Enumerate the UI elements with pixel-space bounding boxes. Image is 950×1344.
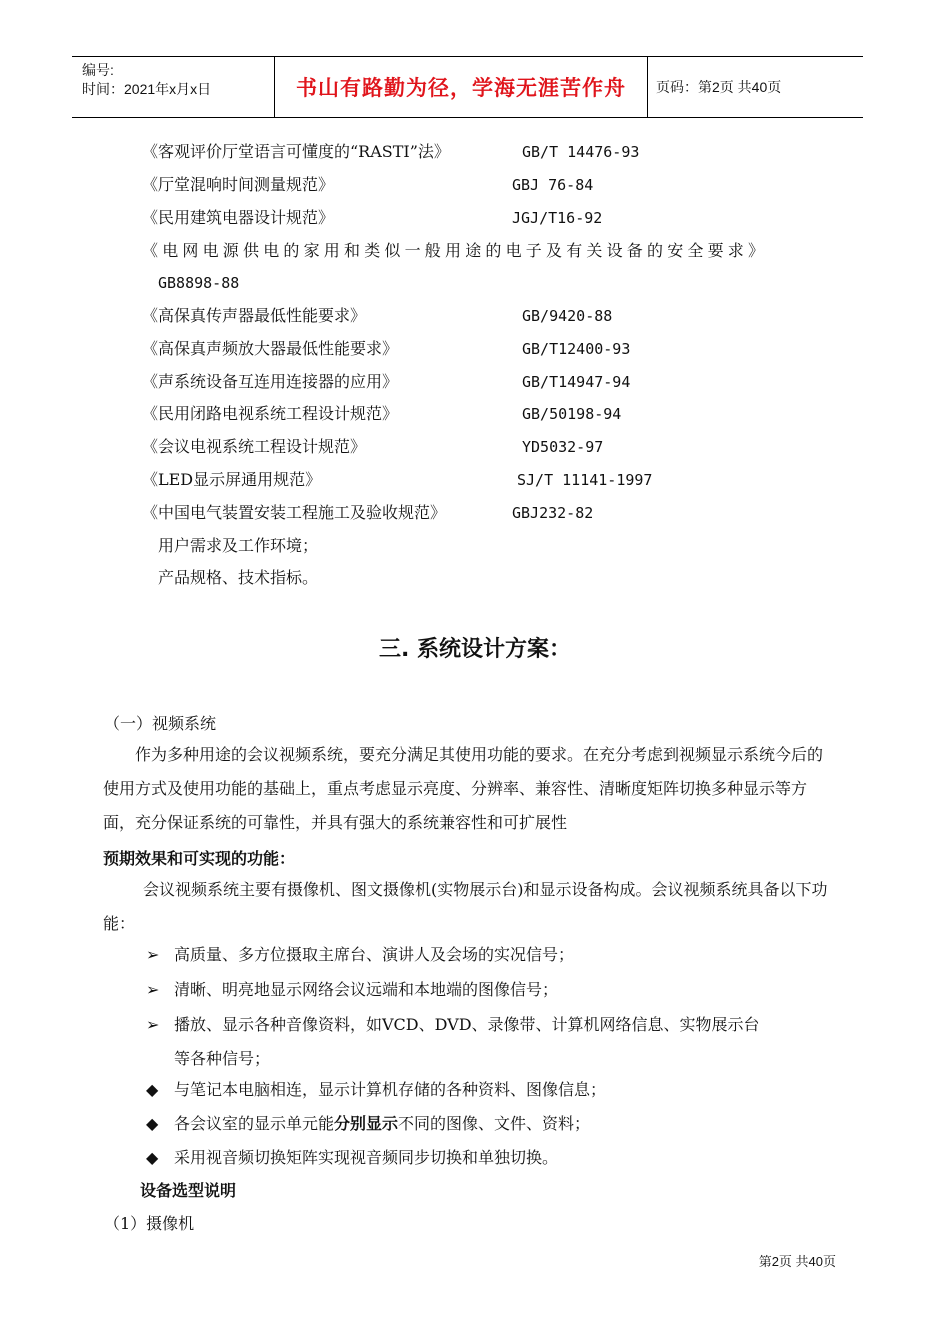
diamond-bullet-icon: ◆	[146, 1148, 159, 1167]
intro-paragraph: 作为多种用途的会议视频系统，要充分满足其使用功能的要求。在充分考虑到视频显示系统今后的使用方式及使用功能的基础上，重点考虑显示亮度、分辨率、兼容性、清晰度矩阵切换多种显示等方面，充分保证系统的可靠性，并具有强大的系统兼容性和可扩展性	[103, 745, 824, 832]
standard-name: 《中国电气装置安装工程施工及验收规范》	[142, 503, 447, 522]
time-label: 时间：2021年x月x日	[82, 81, 212, 97]
function-text-bold: 分别显示	[334, 1114, 399, 1133]
standard-name: 《LED显示屏通用规范》	[142, 470, 322, 489]
function-text: 不同的图像、文件、资料；	[398, 1114, 591, 1133]
standard-name: 《厅堂混响时间测量规范》	[142, 175, 335, 194]
page-footer: 第2页 共40页	[758, 1254, 836, 1269]
standard-code: GB/T14947-94	[522, 373, 631, 391]
expected-heading: 预期效果和可实现的功能：	[103, 849, 296, 868]
function-item	[146, 979, 558, 1001]
function-text-continued: 等各种信号；	[174, 1049, 271, 1068]
function-item	[146, 1014, 760, 1036]
extra-item: 用户需求及工作环境；	[158, 536, 319, 555]
standard-code: SJ/T 11141-1997	[517, 471, 653, 489]
standard-code: GB/9420-88	[522, 307, 613, 325]
standard-code: GB/50198-94	[522, 405, 622, 423]
section-title: 三. 系统设计方案：	[378, 637, 572, 662]
standard-code: GB/T12400-93	[522, 340, 631, 358]
page-header	[72, 56, 863, 118]
standard-name: 《高保真声频放大器最低性能要求》	[142, 339, 399, 358]
extra-item: 产品规格、技术指标。	[158, 568, 319, 587]
subsection-heading: （一）视频系统	[104, 714, 217, 733]
arrow-bullet-icon: ➢	[146, 945, 160, 964]
equipment-heading: 设备选型说明	[140, 1181, 237, 1200]
function-text: 与笔记本电脑相连，显示计算机存储的各种资料、图像信息；	[174, 1080, 607, 1099]
standard-name: 《电网电源供电的家用和类似一般用途的电子及有关设备的安全要求》	[142, 241, 769, 260]
standard-code: GB/T 14476-93	[522, 143, 640, 161]
standard-code: GBJ 76-84	[512, 176, 594, 194]
composition-paragraph: 会议视频系统主要有摄像机、图文摄像机(实物展示台)和显示设备构成。会议视频系统具备以下功能：	[103, 880, 828, 933]
function-item	[146, 1079, 606, 1101]
function-text: 高质量、多方位摄取主席台、演讲人及会场的实况信号；	[174, 945, 575, 964]
standard-name: 《高保真传声器最低性能要求》	[142, 306, 367, 325]
header-motto: 书山有路勤为径，学海无涯苦作舟	[275, 57, 648, 117]
function-text: 清晰、明亮地显示网络会议远端和本地端的图像信号；	[174, 980, 559, 999]
function-text: 播放、显示各种音像资料，如VCD、DVD、录像带、计算机网络信息、实物展示台	[174, 1015, 760, 1034]
standard-name: 《民用闭路电视系统工程设计规范》	[142, 404, 399, 423]
diamond-bullet-icon: ◆	[146, 1114, 159, 1133]
function-text: 各会议室的显示单元能	[174, 1114, 335, 1133]
standard-code: YD5032-97	[522, 438, 604, 456]
function-item	[146, 944, 574, 966]
standard-name: 《民用建筑电器设计规范》	[142, 208, 335, 227]
diamond-bullet-icon: ◆	[146, 1080, 159, 1099]
standard-code: GBJ232-82	[512, 504, 594, 522]
function-text: 采用视音频切换矩阵实现视音频同步切换和单独切换。	[174, 1148, 559, 1167]
arrow-bullet-icon: ➢	[146, 1015, 160, 1034]
header-page-info: 页码：第2页 共40页	[656, 79, 782, 95]
function-item	[146, 1147, 558, 1169]
header-meta	[72, 57, 275, 117]
standard-code: GB8898-88	[158, 274, 240, 292]
function-item	[146, 1113, 590, 1135]
standard-name: 《会议电视系统工程设计规范》	[142, 437, 367, 456]
arrow-bullet-icon: ➢	[146, 980, 160, 999]
standard-code: JGJ/T16-92	[512, 209, 603, 227]
standard-name: 《客观评价厅堂语言可懂度的“RASTI”法》	[142, 142, 450, 161]
standard-name: 《声系统设备互连用连接器的应用》	[142, 372, 399, 391]
number-label: 编号:	[82, 62, 114, 78]
camera-heading: （1）摄像机	[104, 1214, 195, 1233]
